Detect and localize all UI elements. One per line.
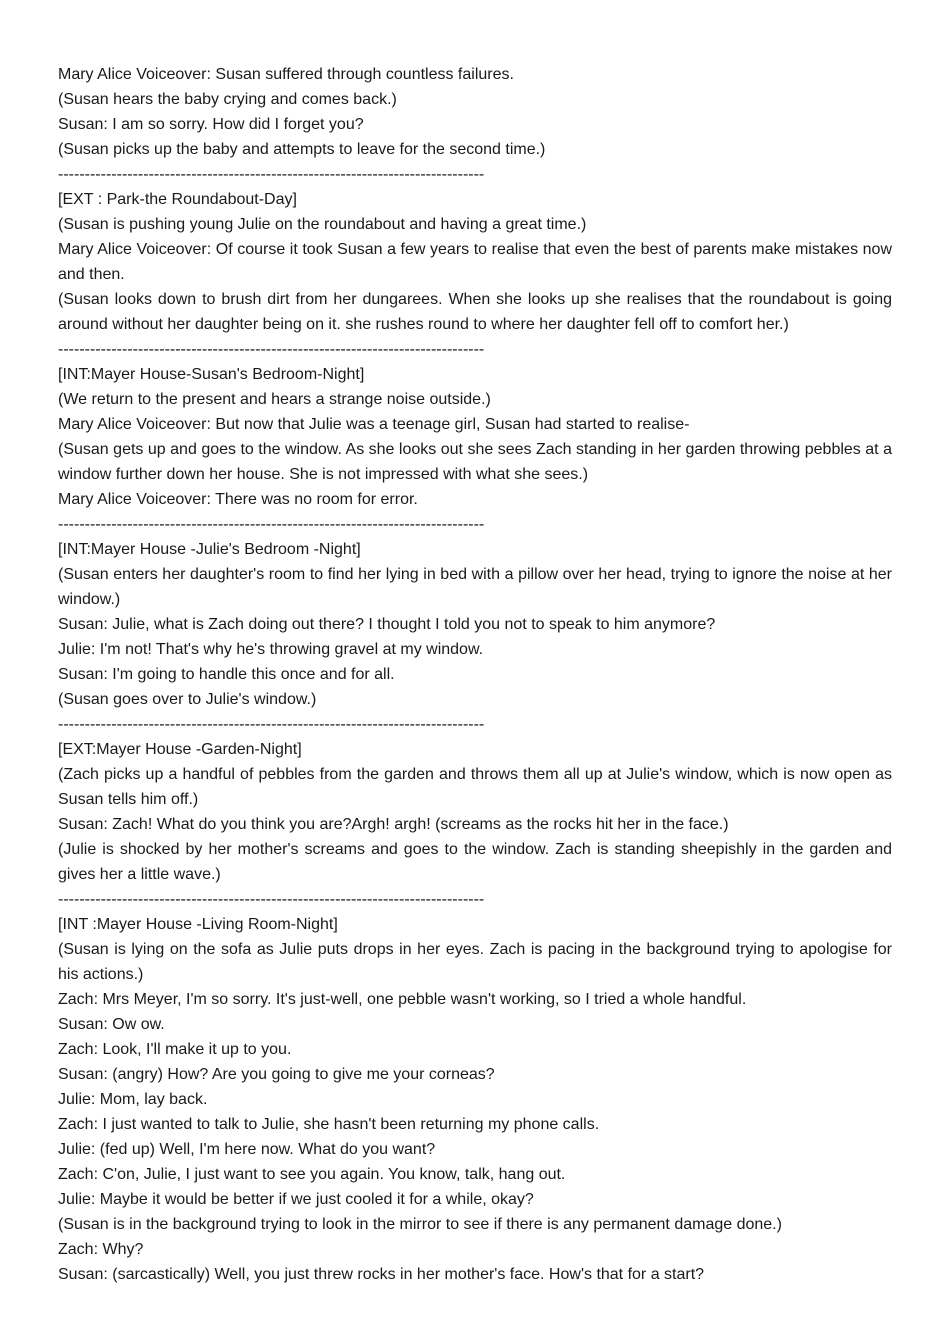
script-line: [INT :Mayer House -Living Room-Night] [58, 916, 338, 933]
script-line: [INT:Mayer House-Susan's Bedroom-Night] [58, 366, 365, 383]
script-line: Mary Alice Voiceover: Of course it took Susan a few years to realise that even the best of parents make mistakes now and then. [58, 241, 892, 283]
script-line: Susan: (angry) How? Are you going to give me your corneas? [58, 1066, 495, 1083]
script-line: Susan: Ow ow. [58, 1016, 165, 1033]
script-line: Julie: I'm not! That's why he's throwing gravel at my window. [58, 641, 484, 658]
scene-separator: -------------------------------------------------------------------------------- [58, 716, 485, 733]
script-line: (Susan is pushing young Julie on the roundabout and having a great time.) [58, 216, 587, 233]
script-line: [EXT:Mayer House -Garden-Night] [58, 741, 302, 758]
scene-separator: -------------------------------------------------------------------------------- [58, 891, 485, 908]
script-line: Zach: Mrs Meyer, I'm so sorry. It's just-well, one pebble wasn't working, so I tried a whole handful. [58, 991, 747, 1008]
scene-separator: -------------------------------------------------------------------------------- [58, 166, 485, 183]
script-line: Zach: C'on, Julie, I just want to see you again. You know, talk, hang out. [58, 1166, 566, 1183]
script-line: Susan: Zach! What do you think you are?Argh! argh! (screams as the rocks hit her in the face.) [58, 816, 729, 833]
script-line: (We return to the present and hears a strange noise outside.) [58, 391, 491, 408]
script-line: Zach: I just wanted to talk to Julie, she hasn't been returning my phone calls. [58, 1116, 600, 1133]
script-line: Julie: (fed up) Well, I'm here now. What do you want? [58, 1141, 436, 1158]
script-line: Julie: Mom, lay back. [58, 1091, 208, 1108]
script-line: Zach: Why? [58, 1241, 144, 1258]
script-line: [INT:Mayer House -Julie's Bedroom -Night] [58, 541, 361, 558]
script-line: Susan: Julie, what is Zach doing out there? I thought I told you not to speak to him anymore? [58, 616, 716, 633]
script-line: (Susan picks up the baby and attempts to leave for the second time.) [58, 141, 546, 158]
script-line: (Susan goes over to Julie's window.) [58, 691, 317, 708]
script-line: [EXT : Park-the Roundabout-Day] [58, 191, 297, 208]
script-line: (Susan is lying on the sofa as Julie puts drops in her eyes. Zach is pacing in the background trying to apologise for his actions.) [58, 941, 892, 983]
script-line: (Julie is shocked by her mother's screams and goes to the window. Zach is standing sheepishly in the garden and gives her a little wave.) [58, 841, 892, 883]
script-line: (Susan looks down to brush dirt from her dungarees. When she looks up she realises that the roundabout is going around without her daughter being on it. she rushes round to where her daughter fell off to comfort her.) [58, 291, 892, 333]
script-line: (Susan enters her daughter's room to find her lying in bed with a pillow over her head, trying to ignore the noise at her window.) [58, 566, 892, 608]
script-line: Mary Alice Voiceover: There was no room for error. [58, 491, 418, 508]
scene-separator: -------------------------------------------------------------------------------- [58, 341, 485, 358]
script-line: Susan: (sarcastically) Well, you just threw rocks in her mother's face. How's that for a start? [58, 1266, 705, 1283]
script-line: (Susan is in the background trying to look in the mirror to see if there is any permanent damage done.) [58, 1216, 782, 1233]
script-line: Julie: Maybe it would be better if we just cooled it for a while, okay? [58, 1191, 534, 1208]
script-line: (Susan hears the baby crying and comes back.) [58, 91, 397, 108]
script-line: (Susan gets up and goes to the window. As she looks out she sees Zach standing in her garden throwing pebbles at a window further down her house. She is not impressed with what she sees.) [58, 441, 892, 483]
script-line: Mary Alice Voiceover: But now that Julie was a teenage girl, Susan had started to realise- [58, 416, 690, 433]
script-line: Susan: I'm going to handle this once and for all. [58, 666, 395, 683]
script-line: Mary Alice Voiceover: Susan suffered through countless failures. [58, 66, 514, 83]
script-page [58, 62, 892, 1287]
script-line: Susan: I am so sorry. How did I forget you? [58, 116, 364, 133]
scene-separator: -------------------------------------------------------------------------------- [58, 516, 485, 533]
script-line: Zach: Look, I'll make it up to you. [58, 1041, 292, 1058]
script-line: (Zach picks up a handful of pebbles from the garden and throws them all up at Julie's window, which is now open as Susan tells him off.) [58, 766, 892, 808]
